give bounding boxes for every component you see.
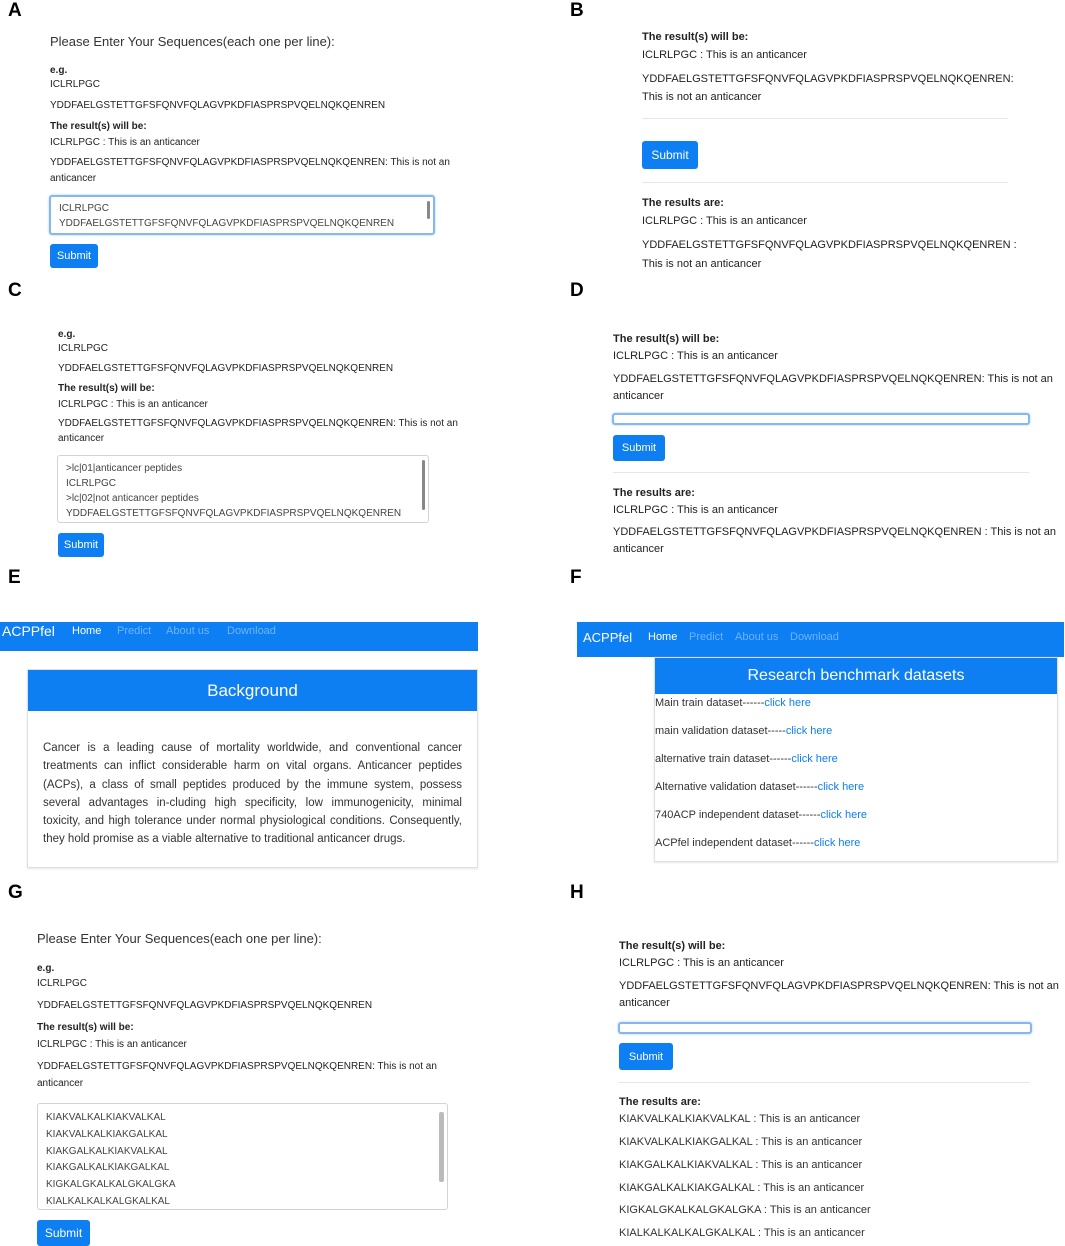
result-long-line2: anticancer xyxy=(50,173,97,184)
textarea-line: KIAKVALKALKIAKGALKAL xyxy=(46,1128,168,1140)
example-seq-long: YDDFAELGSTETTGFSFQNVFQLAGVPKDFIASPRSPVQELNQKQENREN xyxy=(50,100,386,111)
result-will-be-label: The result(s) will be: xyxy=(50,121,147,132)
panel-label-b: B xyxy=(570,0,584,21)
navbar xyxy=(577,622,1064,657)
textarea-line: >lc|01|anticancer peptides xyxy=(66,463,183,474)
sequence-textarea[interactable] xyxy=(49,195,435,235)
panel-label-e: E xyxy=(8,567,21,588)
nav-predict[interactable]: Predict xyxy=(117,625,152,637)
result-short: ICLRLPGC : This is an anticancer xyxy=(58,399,208,410)
result-long-line2: anticancer xyxy=(58,433,105,444)
textarea-scrollbar[interactable] xyxy=(422,460,425,510)
dataset-name: alternative train dataset------ xyxy=(655,753,792,765)
result-long-line2: anticancer xyxy=(619,997,670,1009)
dataset-row xyxy=(655,837,860,849)
panel-label-c: C xyxy=(8,280,22,301)
nav-about-us[interactable]: About us xyxy=(166,625,210,637)
dataset-download-link[interactable]: click here xyxy=(817,781,865,793)
result-will-be-label: The result(s) will be: xyxy=(619,940,726,952)
eg-label: e.g. xyxy=(37,963,55,974)
dataset-row xyxy=(655,725,832,737)
submit-button[interactable]: Submit xyxy=(50,244,98,268)
results-are-label: The results are: xyxy=(642,197,724,209)
textarea-line: >lc|02|not anticancer peptides xyxy=(66,493,199,504)
textarea-scrollbar[interactable] xyxy=(439,1112,444,1182)
example-seq-long: YDDFAELGSTETTGFSFQNVFQLAGVPKDFIASPRSPVQELNQKQENREN xyxy=(58,363,394,374)
divider xyxy=(619,1082,1029,1083)
results-are-label: The results are: xyxy=(619,1096,701,1108)
result-will-be-label: The result(s) will be: xyxy=(613,333,720,345)
result-short: ICLRLPGC : This is an anticancer xyxy=(642,49,807,61)
background-paragraph: Cancer is a leading cause of mortality worldwide, and conventional cancer treatments can inflict considerable harm on vital organs. Anticancer peptides (ACPs), a class of small peptides produced by the immune system, possess several advantages in-cluding high specificity, low immunogenicity, minimal toxicity, and high tolerance under normal physiological conditions. Consequently, they hold promise as a viable alternative to traditional anticancer drugs. xyxy=(43,742,462,846)
panel-label-g: G xyxy=(8,882,23,903)
textarea-line: YDDFAELGSTETTGFSFQNVFQLAGVPKDFIASPRSPVQELNQKQENREN xyxy=(66,508,402,519)
textarea-line: KIAKGALKALKIAKVALKAL xyxy=(46,1145,168,1157)
output-short: ICLRLPGC : This is an anticancer xyxy=(613,504,778,516)
dataset-name: ACPfel independent dataset------ xyxy=(655,837,814,849)
dataset-download-link[interactable]: click here xyxy=(791,753,838,765)
result-long-line1: YDDFAELGSTETTGFSFQNVFQLAGVPKDFIASPRSPVQELNQKQENREN: This is not an xyxy=(613,373,1053,385)
dataset-download-link[interactable]: click here xyxy=(785,725,833,737)
output-short: ICLRLPGC : This is an anticancer xyxy=(642,215,807,227)
textarea-line: KIGKALGKALKALGKALGKA xyxy=(46,1179,176,1191)
card-title: Background xyxy=(28,670,477,711)
submit-button[interactable]: Submit xyxy=(642,141,698,169)
nav-home[interactable]: Home xyxy=(72,625,102,637)
textarea-scrollbar[interactable] xyxy=(427,201,430,219)
dataset-name: main validation dataset----- xyxy=(655,725,786,737)
dataset-row xyxy=(655,809,867,821)
sequence-prompt: Please Enter Your Sequences(each one per line): xyxy=(50,34,335,49)
result-row: KIAKGALKALKIAKVALKAL : This is an anticancer xyxy=(619,1159,863,1171)
output-long-line1: YDDFAELGSTETTGFSFQNVFQLAGVPKDFIASPRSPVQELNQKQENREN : xyxy=(642,239,1017,251)
example-seq-short: ICLRLPGC xyxy=(37,978,88,989)
result-long-line1: YDDFAELGSTETTGFSFQNVFQLAGVPKDFIASPRSPVQELNQKQENREN: This is not an xyxy=(58,418,458,429)
panel-label-d: D xyxy=(570,280,584,301)
submit-button[interactable]: Submit xyxy=(58,533,104,557)
sequence-textarea[interactable] xyxy=(57,455,429,523)
dataset-row xyxy=(655,753,838,765)
nav-predict[interactable]: Predict xyxy=(689,631,724,643)
nav-download[interactable]: Download xyxy=(227,625,276,637)
result-short: ICLRLPGC : This is an anticancer xyxy=(50,137,200,148)
eg-label: e.g. xyxy=(58,329,76,340)
nav-download[interactable]: Download xyxy=(790,631,839,643)
result-long-line1: YDDFAELGSTETTGFSFQNVFQLAGVPKDFIASPRSPVQELNQKQENREN: This is not an xyxy=(619,980,1059,992)
sequence-prompt: Please Enter Your Sequences(each one per line): xyxy=(37,931,322,946)
eg-label: e.g. xyxy=(50,65,68,76)
result-long-line1: YDDFAELGSTETTGFSFQNVFQLAGVPKDFIASPRSPVQELNQKQENREN: This is not an xyxy=(37,1061,437,1072)
result-short: ICLRLPGC : This is an anticancer xyxy=(619,957,784,969)
panel-label-h: H xyxy=(570,882,584,903)
textarea-line: KIAKGALKALKIAKGALKAL xyxy=(46,1162,170,1174)
textarea-line: KIAKVALKALKIAKVALKAL xyxy=(46,1112,166,1123)
sequence-textarea[interactable] xyxy=(37,1103,448,1210)
brand-logo[interactable]: ACPPfel xyxy=(2,623,55,639)
example-seq-short: ICLRLPGC xyxy=(50,79,101,90)
result-long-line2: This is not an anticancer xyxy=(642,91,762,103)
example-seq-long: YDDFAELGSTETTGFSFQNVFQLAGVPKDFIASPRSPVQELNQKQENREN xyxy=(37,1000,373,1011)
submit-button[interactable]: Submit xyxy=(613,435,665,461)
dataset-download-link[interactable]: click here xyxy=(813,837,861,849)
nav-about-us[interactable]: About us xyxy=(735,631,779,643)
result-row: KIALKALKALKALGKALKAL : This is an anticancer xyxy=(619,1227,865,1239)
submit-button[interactable]: Submit xyxy=(37,1220,90,1246)
result-long-line1: YDDFAELGSTETTGFSFQNVFQLAGVPKDFIASPRSPVQELNQKQENREN: xyxy=(642,73,1014,85)
dataset-row xyxy=(655,697,811,709)
result-short: ICLRLPGC : This is an anticancer xyxy=(613,350,778,362)
results-are-label: The results are: xyxy=(613,487,695,499)
dataset-row xyxy=(655,781,864,793)
example-seq-short: ICLRLPGC xyxy=(58,343,109,354)
panel-label-f: F xyxy=(570,567,582,588)
background-card xyxy=(27,669,478,868)
result-long-line1: YDDFAELGSTETTGFSFQNVFQLAGVPKDFIASPRSPVQELNQKQENREN: This is not an xyxy=(50,157,450,168)
brand-logo[interactable]: ACPPfel xyxy=(583,630,633,645)
card-title: Research benchmark datasets xyxy=(655,658,1057,694)
result-row: KIAKGALKALKIAKGALKAL : This is an anticancer xyxy=(619,1182,865,1194)
result-will-be-label: The result(s) will be: xyxy=(37,1022,134,1033)
sequence-textarea[interactable] xyxy=(618,1022,1032,1034)
dataset-name: 740ACP independent dataset------ xyxy=(655,809,821,821)
submit-button[interactable]: Submit xyxy=(619,1043,673,1070)
divider xyxy=(613,472,1029,473)
dataset-name: Alternative validation dataset------ xyxy=(655,781,818,793)
result-row: KIGKALGKALKALGKALGKA : This is an anticancer xyxy=(619,1204,871,1216)
panel-label-a: A xyxy=(8,0,22,21)
dataset-download-link[interactable]: click here xyxy=(820,809,867,821)
nav-home[interactable]: Home xyxy=(648,631,678,643)
result-will-be-label: The result(s) will be: xyxy=(58,383,155,394)
dataset-download-link[interactable]: click here xyxy=(764,697,811,709)
collapsed-textarea[interactable] xyxy=(642,118,1008,119)
result-row: KIAKVALKALKIAKVALKAL : This is an anticancer xyxy=(619,1113,861,1125)
output-long-line2: anticancer xyxy=(613,543,664,554)
result-long-line2: anticancer xyxy=(613,390,664,402)
output-long-line2: This is not an anticancer xyxy=(642,258,762,270)
textarea-line: ICLRLPGC xyxy=(66,478,117,489)
result-will-be-label: The result(s) will be: xyxy=(642,31,749,43)
result-long-line2: anticancer xyxy=(37,1078,84,1089)
dataset-name: Main train dataset------ xyxy=(655,697,765,709)
navbar xyxy=(0,622,478,651)
output-long-line1: YDDFAELGSTETTGFSFQNVFQLAGVPKDFIASPRSPVQELNQKQENREN : This is not an xyxy=(613,526,1056,538)
result-row: KIAKVALKALKIAKGALKAL : This is an anticancer xyxy=(619,1136,863,1148)
textarea-line: ICLRLPGC xyxy=(59,203,110,214)
textarea-line: YDDFAELGSTETTGFSFQNVFQLAGVPKDFIASPRSPVQELNQKQENREN xyxy=(59,218,395,229)
result-short: ICLRLPGC : This is an anticancer xyxy=(37,1039,187,1050)
divider xyxy=(642,182,1008,183)
sequence-textarea[interactable] xyxy=(612,413,1030,425)
textarea-line: KIALKALKALKALGKALKAL xyxy=(46,1195,170,1207)
